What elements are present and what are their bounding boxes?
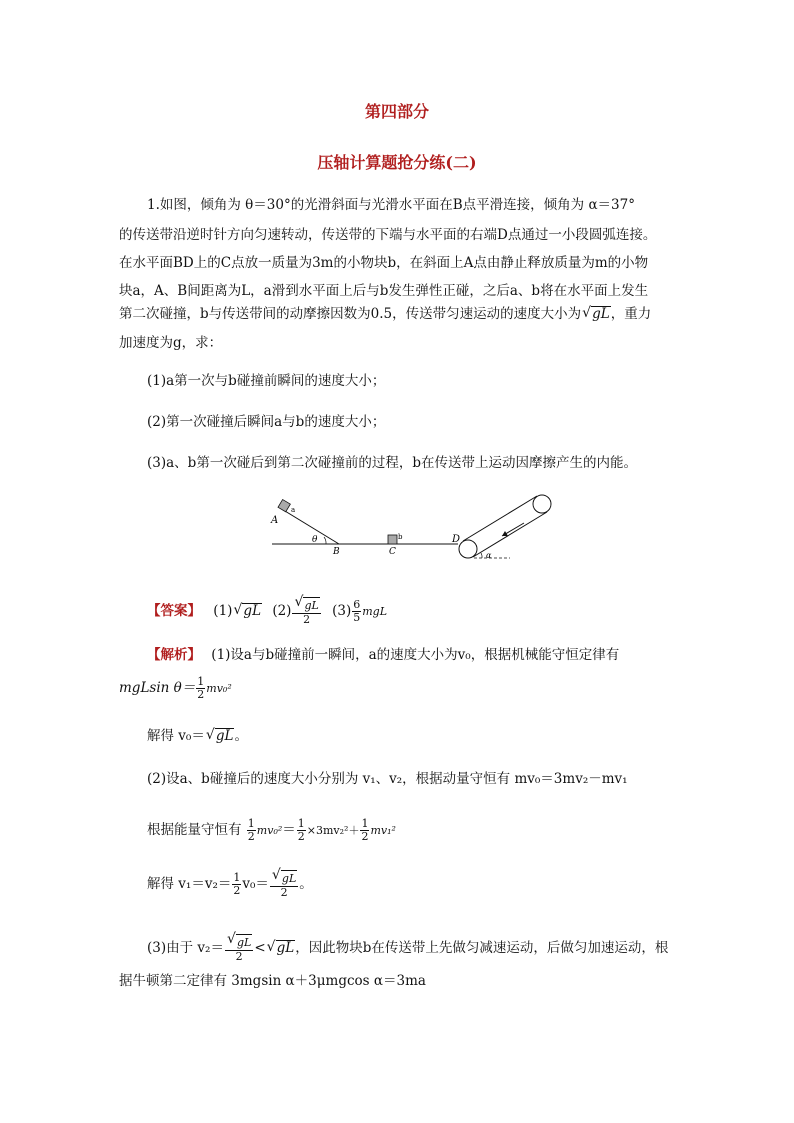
- answer-1-sqrt: [233, 602, 262, 620]
- answer-1-label: (1): [213, 603, 233, 619]
- problem-line-5-text: 第二次碰撞，b与传送带间的动摩擦因数为0.5，传送带匀速运动的速度大小为: [119, 306, 582, 322]
- analysis-line-6: [147, 870, 313, 899]
- solve-v1-mid: v₀＝: [242, 876, 269, 892]
- energy-term-1: mv₀²: [256, 824, 283, 837]
- since-v2-sqrt-radicand: gL: [276, 940, 295, 956]
- problem-line-3: 在水平面BD上的C点放一质量为3m的小物块b，在斜面上A点由静止释放质量为m的小物: [119, 255, 649, 271]
- since-v2-den: 2: [235, 950, 243, 963]
- answer-1-radicand: gL: [243, 603, 262, 619]
- sqrt-expression: [582, 305, 611, 323]
- label-B: B: [333, 547, 340, 557]
- since-v2-text: (3)由于 v₂＝: [147, 940, 224, 956]
- answer-3-denominator: 5: [353, 611, 361, 624]
- energy-half-2-num: 1: [297, 817, 305, 830]
- since-v2-tail: ，因此物块b在传送带上先做匀减速运动，后做匀加速运动，根: [295, 940, 669, 956]
- energy-half-3-num: 1: [361, 817, 369, 830]
- solve-v1-den: 2: [280, 886, 288, 899]
- analysis-line-2: [119, 676, 232, 701]
- label-C: C: [389, 547, 396, 557]
- analysis-line-3: [147, 727, 248, 745]
- half-fraction: [196, 676, 205, 701]
- label-a: a: [291, 506, 296, 514]
- problem-line-4: 块a，A、B间距离为L，a滑到水平面上后与b发生弹性正碰，之后a、b将在水平面上发生: [119, 283, 649, 299]
- solve-v1-half-den: 2: [233, 884, 241, 897]
- since-v2-sqrt: [267, 939, 296, 957]
- analysis-line-1: [147, 646, 619, 664]
- label-alpha: α: [486, 551, 492, 560]
- sqrt-radicand: gL: [592, 306, 610, 322]
- section-heading: 第四部分: [364, 102, 429, 121]
- energy-half-1: [247, 818, 256, 843]
- solve-v1-fraction: [270, 870, 298, 899]
- label-A: A: [271, 515, 279, 526]
- energy-half-2: [297, 818, 306, 843]
- energy-half-1-num: 1: [247, 817, 255, 830]
- since-v2-fraction: [225, 934, 253, 963]
- analysis-line-4: (2)设a、b碰撞后的速度大小分别为 v₁、v₂，根据动量守恒有 mv₀＝3mv₂－mv₁: [147, 771, 628, 787]
- solve-v0-end: 。: [234, 728, 248, 744]
- page-title: 压轴计算题抢分练(二): [317, 153, 477, 172]
- energy-term-3: mv₁²: [370, 824, 396, 837]
- answer-3-numerator: 6: [353, 598, 361, 611]
- answer-2-label: (2): [272, 603, 292, 619]
- energy-equation-left: mgLsin θ＝: [119, 680, 196, 696]
- solve-v0-sqrt: [206, 727, 235, 745]
- question-1: (1)a第一次与b碰撞前瞬间的速度大小；: [147, 373, 386, 389]
- answer-2-radicand: gL: [304, 599, 319, 612]
- question-2: (2)第一次碰撞后瞬间a与b的速度大小；: [147, 414, 386, 430]
- label-theta: θ: [312, 535, 318, 545]
- analysis-line-8: 据牛顿第二定律有 3mgsin α＋3μmgcos α＝3ma: [119, 973, 426, 989]
- solve-v0-text: 解得 v₀＝: [147, 728, 205, 744]
- energy-half-2-den: 2: [297, 830, 305, 843]
- label-D: D: [452, 534, 461, 545]
- solve-v0-radicand: gL: [215, 728, 234, 744]
- answer-2-denominator: 2: [303, 613, 311, 626]
- since-v2-radicand: gL: [236, 936, 252, 949]
- answer-line: [147, 597, 387, 626]
- energy-conservation-text: 根据能量守恒有: [147, 822, 242, 838]
- analysis-line-5: 根据能量守恒有 $\frac{1}{2}$ mv₀²＝ $\frac{1}{2}$ ×3mv₂²＋ $\frac{1}{2}$ mv₁²: [147, 817, 396, 843]
- solve-v1-text: 解得 v₁＝v₂＝: [147, 876, 232, 892]
- half-denominator: 2: [197, 688, 205, 701]
- energy-half-3-den: 2: [361, 830, 369, 843]
- solve-v1-radicand: gL: [281, 872, 297, 885]
- question-3: (3)a、b第一次碰后到第二次碰撞前的过程，b在传送带上运动因摩擦产生的内能。: [147, 455, 637, 471]
- answer-2-fraction: [292, 597, 320, 626]
- problem-line-2: 的传送带沿逆时针方向匀速转动，传送带的下端与水平面的右端D点通过一小段圆弧连接。: [119, 227, 657, 243]
- physics-diagram: [262, 490, 562, 570]
- problem-line-5: [119, 305, 651, 323]
- solve-v1-half: [232, 872, 241, 897]
- label-b: b: [398, 533, 403, 541]
- answer-label: 【答案】: [147, 603, 201, 619]
- solve-v1-end: 。: [299, 876, 313, 892]
- answer-3-fraction: [352, 599, 361, 624]
- problem-line-1: 1.如图，倾角为 θ＝30°的光滑斜面与光滑水平面在B点平滑连接，倾角为 α＝37°: [147, 197, 635, 213]
- answer-3-label: (3): [332, 603, 352, 619]
- solve-v1-half-num: 1: [233, 871, 241, 884]
- energy-term-2: ×3mv₂²＋: [306, 824, 360, 837]
- problem-line-5-tail: ，重力: [610, 306, 652, 322]
- answer-3-expression: mgL: [362, 605, 388, 618]
- analysis-label: 【解析】: [147, 647, 201, 663]
- energy-half-1-den: 2: [247, 830, 255, 843]
- analysis-line-7: [147, 934, 668, 963]
- energy-half-3: [360, 818, 369, 843]
- half-numerator: 1: [197, 675, 205, 688]
- less-than: <: [254, 940, 266, 956]
- energy-equation-right: mv₀²: [206, 682, 232, 695]
- analysis-line-1-text: (1)设a与b碰撞前一瞬间，a的速度大小为v₀，根据机械能守恒定律有: [211, 647, 620, 663]
- problem-line-6: 加速度为g，求：: [119, 335, 223, 351]
